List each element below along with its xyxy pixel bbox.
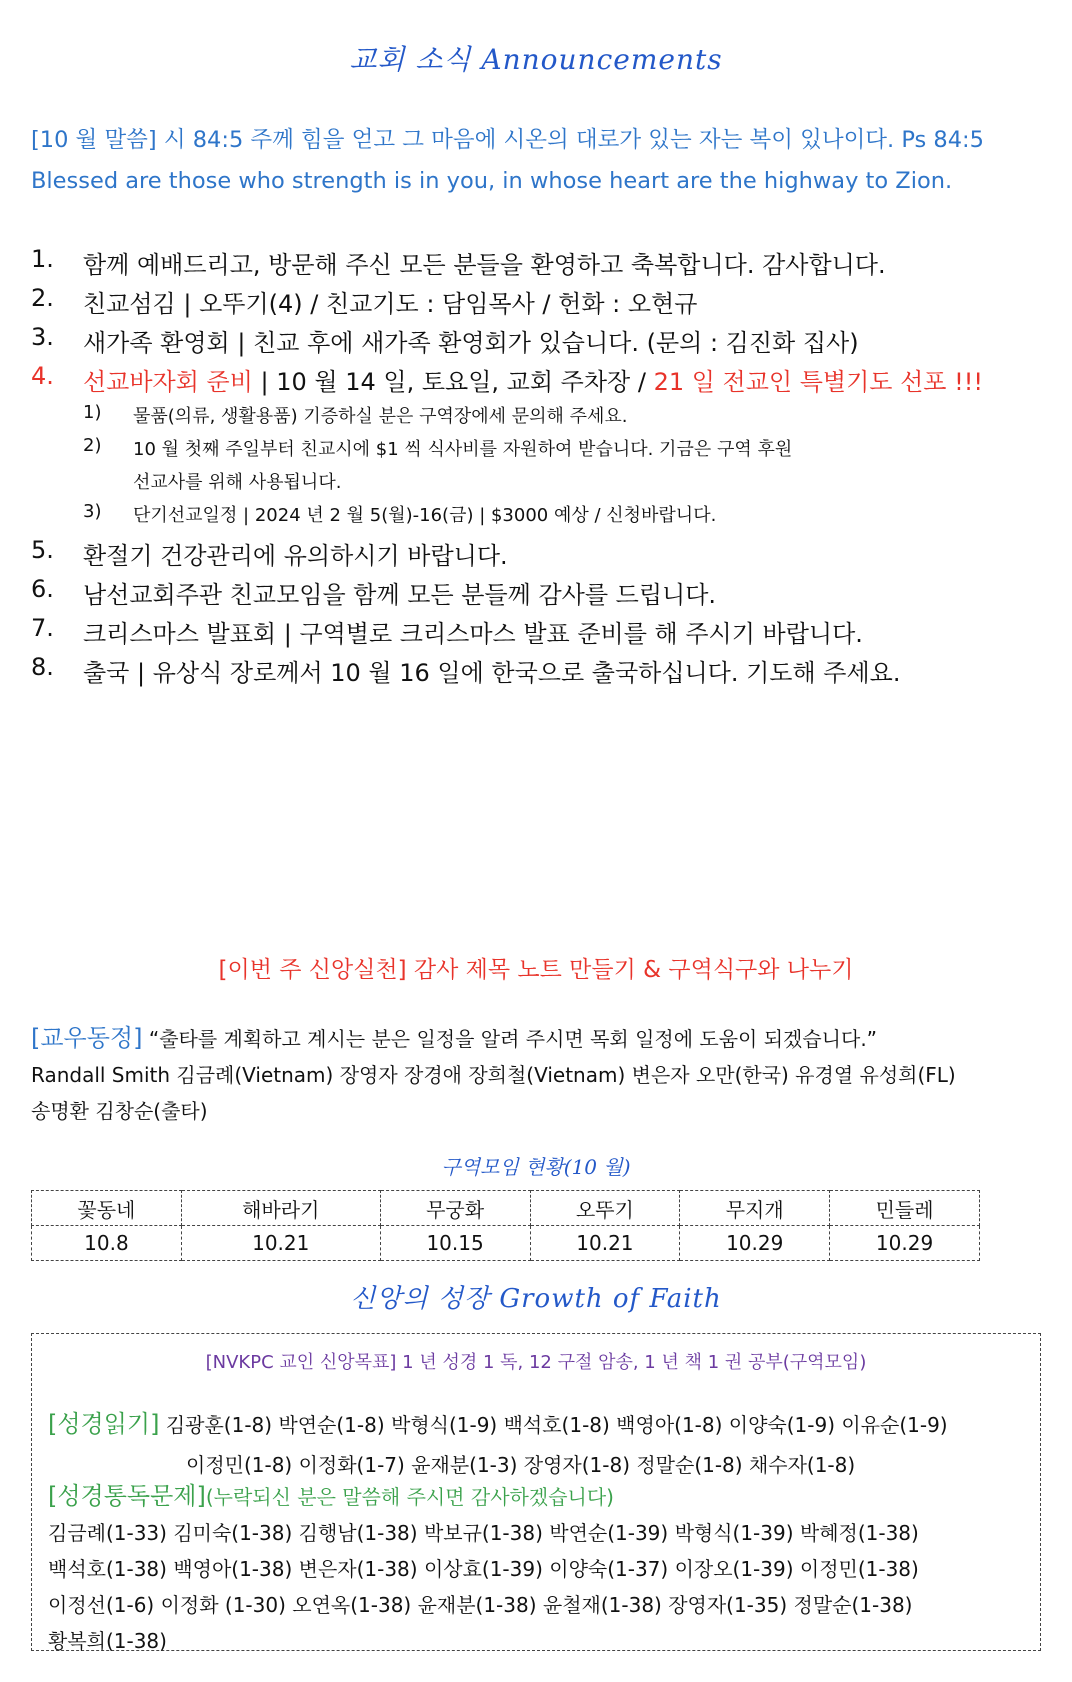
announcement-list	[31, 245, 1061, 692]
quiz-label: [성경통독문제]	[48, 1482, 206, 1510]
sub-item-text: 선교사를 위해 사용됩니다.	[133, 472, 342, 493]
page-title: 교회 소식 Announcements	[349, 43, 723, 76]
item-text: 친교섬김 | 오뚜기(4) / 친교기도 : 담임목사 / 헌화 : 오현규	[83, 290, 698, 318]
member-news-names: 송명환 김창순(출타)	[31, 1099, 208, 1123]
item-number: 1.	[31, 245, 54, 273]
list-item	[31, 653, 1061, 692]
verse-korean: [10 월 말씀] 시 84:5 주께 힘을 얻고 그 마음에 시온의 대로가 있는 자는 복이 있나이다. Ps 84:5	[31, 127, 984, 153]
reading-line	[48, 1404, 948, 1445]
item-number: 2.	[31, 284, 54, 312]
growth-title: 신앙의 성장 Growth of Faith	[350, 1284, 722, 1314]
list-item	[31, 245, 1061, 284]
group-name: 해바라기	[181, 1191, 380, 1226]
item-text	[83, 362, 983, 397]
verse-english: Blessed are those who strength is in you, in whose heart are the highway to Zion.	[31, 168, 953, 194]
sub-item-text: 단기선교일정 | 2024 년 2 월 5(월)-16(금) | $3000 예상 / 신청바랍니다.	[133, 505, 717, 526]
table-row	[32, 1191, 980, 1226]
item-number: 4.	[31, 362, 54, 390]
group-name: 오뚜기	[530, 1191, 680, 1226]
item-number: 6.	[31, 575, 54, 603]
prayer-proclamation: 21 일 전교인 특별기도 선포 !!!	[653, 368, 983, 396]
group-name: 꽃동네	[32, 1191, 182, 1226]
item-number: 5.	[31, 536, 54, 564]
group-name: 무지개	[680, 1191, 830, 1226]
quiz-names: 황복희(1-38)	[48, 1629, 167, 1653]
monthly-verse	[31, 120, 1061, 202]
group-status-title: 구역모임 현황(10 월)	[441, 1155, 631, 1179]
quiz-names: 이정선(1-6) 이정화 (1-30) 오연옥(1-38) 윤재분(1-38) 윤철재(1-38) 장영자(1-35) 정말순(1-38)	[48, 1593, 913, 1617]
list-item	[31, 536, 1061, 575]
reading-names: 김광훈(1-8) 박연순(1-8) 박형식(1-9) 백석호(1-8) 백영아(1-8) 이양숙(1-9) 이유순(1-9)	[159, 1413, 948, 1437]
reading-label: [성경읽기]	[48, 1410, 160, 1438]
group-name: 민들레	[830, 1191, 980, 1226]
faith-goal: [NVKPC 교인 신앙목표] 1 년 성경 1 독, 12 구절 암송, 1 년 책 1 권 공부(구역모임)	[205, 1352, 867, 1373]
quiz-names: 김금례(1-33) 김미숙(1-38) 김행남(1-38) 박보규(1-38) 박연순(1-39) 박형식(1-39) 박혜정(1-38)	[48, 1521, 919, 1545]
sub-list-item	[31, 501, 1061, 536]
member-news	[31, 1020, 1061, 1129]
group-date: 10.21	[530, 1226, 680, 1261]
group-date: 10.29	[680, 1226, 830, 1261]
sub-list-item	[31, 402, 1061, 435]
member-news-quote: “출타를 계획하고 계시는 분은 일정을 알려 주시면 목회 일정에 도움이 되겠습니다.”	[142, 1027, 878, 1051]
item-number: 3.	[31, 323, 54, 351]
group-date: 10.29	[830, 1226, 980, 1261]
quiz-names: 백석호(1-38) 백영아(1-38) 변은자(1-38) 이상효(1-39) 이양숙(1-37) 이장오(1-39) 이정민(1-38)	[48, 1557, 919, 1581]
sub-item-number: 2)	[83, 435, 102, 456]
member-news-names: Randall Smith 김금례(Vietnam) 장영자 장경애 장희철(Vietnam) 변은자 오만(한국) 유경열 유성희(FL)	[31, 1063, 956, 1087]
item-text: 크리스마스 발표회 | 구역별로 크리스마스 발표 준비를 해 주시기 바랍니다.	[83, 620, 863, 648]
item-number: 8.	[31, 653, 54, 681]
sub-item-number: 3)	[83, 501, 102, 522]
bazaar-details: | 10 월 14 일, 토요일, 교회 주차장 /	[252, 368, 654, 396]
item-text: 환절기 건강관리에 유의하시기 바랍니다.	[83, 542, 508, 570]
sub-list-item-continued	[31, 468, 1061, 501]
quiz-note: (누락되신 분은 말씀해 주시면 감사하겠습니다)	[205, 1485, 614, 1509]
group-date: 10.21	[181, 1226, 380, 1261]
weekly-practice: [이번 주 신앙실천] 감사 제목 노트 만들기 & 구역식구와 나누기	[218, 957, 854, 983]
group-date: 10.8	[32, 1226, 182, 1261]
list-item	[31, 575, 1061, 614]
group-date: 10.15	[380, 1226, 530, 1261]
bible-quiz	[48, 1478, 919, 1659]
list-item	[31, 614, 1061, 653]
sub-list-item	[31, 435, 1061, 468]
quiz-header	[48, 1478, 919, 1515]
group-name: 무궁화	[380, 1191, 530, 1226]
table-row	[32, 1226, 980, 1261]
member-news-intro	[31, 1020, 1061, 1057]
list-item	[31, 362, 1061, 401]
sub-item-text: 물품(의류, 생활용품) 기증하실 분은 구역장에세 문의해 주세요.	[133, 406, 628, 427]
group-status-table	[31, 1190, 980, 1261]
item-text: 남선교회주관 친교모임을 함께 모든 분들께 감사를 드립니다.	[83, 581, 717, 609]
list-item	[31, 323, 1061, 362]
reading-names: 이정민(1-8) 이정화(1-7) 윤재분(1-3) 장영자(1-8) 정말순(1-8) 채수자(1-8)	[186, 1453, 856, 1477]
list-item	[31, 284, 1061, 323]
sub-item-text: 10 월 첫째 주일부터 친교시에 $1 씩 식사비를 자원하여 받습니다. 기금은 구역 후원	[133, 439, 793, 460]
sub-item-number: 1)	[83, 402, 102, 423]
growth-box	[31, 1333, 1041, 1651]
bible-reading	[48, 1404, 948, 1485]
bazaar-label: 선교바자회 준비	[83, 368, 253, 396]
member-news-tag: [교우동정]	[31, 1024, 143, 1052]
item-text: 새가족 환영회 | 친교 후에 새가족 환영회가 있습니다. (문의 : 김진화 집사)	[83, 329, 859, 357]
item-text: 함께 예배드리고, 방문해 주신 모든 분들을 환영하고 축복합니다. 감사합니다.	[83, 251, 886, 279]
item-text: 출국 | 유상식 장로께서 10 월 16 일에 한국으로 출국하십니다. 기도해 주세요.	[83, 659, 901, 687]
item-number: 7.	[31, 614, 54, 642]
